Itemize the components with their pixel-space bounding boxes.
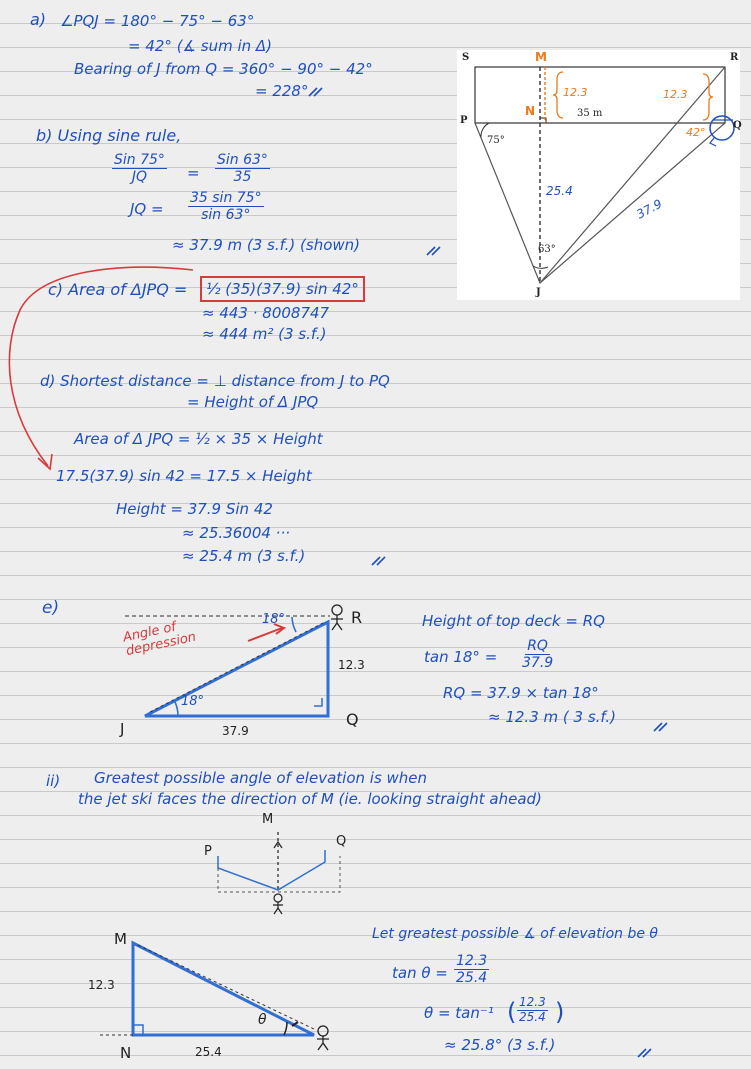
diagram-distance-35: 35 m	[577, 108, 603, 119]
part-c-boxed-expression: ½ (35)(37.9) sin 42°	[200, 276, 365, 302]
part-b-jq-label: JQ =	[130, 200, 164, 218]
part-e-18-bottom: 18°	[181, 694, 205, 709]
part-e-work4: ≈ 12.3 m ( 3 s.f.)	[488, 708, 617, 726]
part-e2-fan-Q: Q	[336, 834, 347, 849]
part-e-18-top: 18°	[262, 612, 286, 627]
part-a-line3: Bearing of J from Q = 360° − 90° − 42°	[74, 60, 373, 78]
part-d-height1: Height = 37.9 Sin 42	[116, 500, 273, 518]
part-a-line2: = 42° (∡ sum in Δ)	[128, 37, 273, 55]
part-d-line2: = Height of Δ JPQ	[187, 393, 319, 411]
part-e2-w2-num: 12.3	[456, 953, 488, 969]
part-e2-work4: ≈ 25.8° (3 s.f.)	[444, 1036, 556, 1054]
part-e2-vertex-M: M	[114, 930, 127, 948]
part-e-work1: Height of top deck = RQ	[422, 612, 605, 630]
part-e2-fan-P: P	[204, 844, 212, 859]
part-e-vertex-Q: Q	[346, 710, 359, 729]
part-e-work2-lhs: tan 18° =	[424, 648, 498, 666]
part-e2-work3-lhs: θ = tan⁻¹	[424, 1004, 494, 1022]
part-a-label: a)	[30, 10, 47, 29]
part-e-work3: RQ = 37.9 × tan 18°	[443, 684, 599, 702]
part-d-line1: d) Shortest distance = ⊥ distance from J to PQ	[40, 372, 390, 390]
part-d-height2: ≈ 25.36004 ···	[182, 524, 290, 542]
part-d-height3: ≈ 25.4 m (3 s.f.)	[182, 547, 306, 565]
part-b-f3-num: 35 sin 75°	[190, 190, 262, 206]
diagram-angle-75: 75°	[487, 135, 505, 146]
part-e-side-label: 12.3	[338, 658, 365, 672]
diagram-label-R: R	[730, 52, 739, 63]
diagram-label-S: S	[462, 52, 470, 63]
part-e2-label: ii)	[46, 772, 61, 790]
diagram-label-M: M	[535, 50, 547, 64]
part-b-f2-num: Sin 63°	[217, 152, 268, 168]
part-e2-fan-M: M	[262, 812, 274, 827]
part-a-line1: ∠PQJ = 180° − 75° − 63°	[60, 12, 255, 30]
diagram-label-Q: Q	[733, 120, 742, 131]
part-e-w2-den: 37.9	[522, 655, 554, 672]
part-d-line3: Area of Δ JPQ = ½ × 35 × Height	[74, 430, 323, 448]
part-e2-line1: Greatest possible angle of elevation is when	[94, 769, 428, 787]
diagram-label-J: J	[536, 287, 541, 298]
part-e2-work2-lhs: tan θ =	[392, 964, 448, 982]
diagram-label-P: P	[460, 115, 468, 126]
part-e2-w3-den: 25.4	[519, 1009, 546, 1024]
part-e-vertex-R: R	[351, 608, 363, 627]
diagram-orange-12-left: 12.3	[563, 86, 588, 99]
part-b-f1-den: JQ	[131, 169, 148, 186]
part-e2-w2-den: 25.4	[456, 970, 488, 987]
part-e2-vertex-N: N	[120, 1044, 132, 1062]
part-c-line3: ≈ 444 m² (3 s.f.)	[202, 325, 327, 343]
part-e-w2-num: RQ	[527, 638, 548, 654]
diagram-angle-63: 63°	[538, 244, 556, 255]
part-e-angle-note: Angle of depression	[121, 619, 198, 659]
diagram-label-N: N	[525, 104, 536, 118]
diagram-blue-37: 37.9	[634, 196, 665, 222]
part-b-equals: =	[187, 164, 200, 182]
part-b-f2-den: 35	[233, 169, 252, 186]
part-a-line4: = 228°	[255, 82, 309, 100]
part-e2-w3-num: 12.3	[519, 995, 546, 1009]
part-e2-work1: Let greatest possible ∡ of elevation be θ	[372, 926, 659, 942]
part-e2-paren-right: )	[555, 998, 565, 1026]
part-b-f3-den: sin 63°	[201, 207, 251, 224]
part-e2-theta: θ	[258, 1012, 267, 1028]
part-e2-side-label: 12.3	[88, 978, 115, 992]
part-e2-base-label: 25.4	[195, 1045, 222, 1059]
part-b-f1-num: Sin 75°	[114, 152, 165, 168]
part-e-base-label: 37.9	[222, 724, 249, 738]
part-e2-paren-left: (	[507, 998, 517, 1026]
part-e-label: e)	[42, 598, 60, 618]
diagram-orange-42: 42°	[686, 126, 706, 139]
diagram-orange-12-right: 12.3	[663, 88, 688, 101]
part-b-result: ≈ 37.9 m (3 s.f.) (shown)	[172, 236, 361, 254]
diagram-blue-25: 25.4	[546, 184, 573, 198]
part-c-label: c) Area of ΔJPQ =	[48, 280, 188, 299]
part-e2-line2: the jet ski faces the direction of M (ie. looking straight ahead)	[78, 790, 542, 808]
part-e-vertex-J: J	[120, 720, 125, 738]
part-b-label: b) Using sine rule,	[36, 126, 182, 145]
part-c-line2: ≈ 443 · 8008747	[202, 304, 330, 322]
part-d-line4: 17.5(37.9) sin 42 = 17.5 × Height	[56, 467, 312, 485]
